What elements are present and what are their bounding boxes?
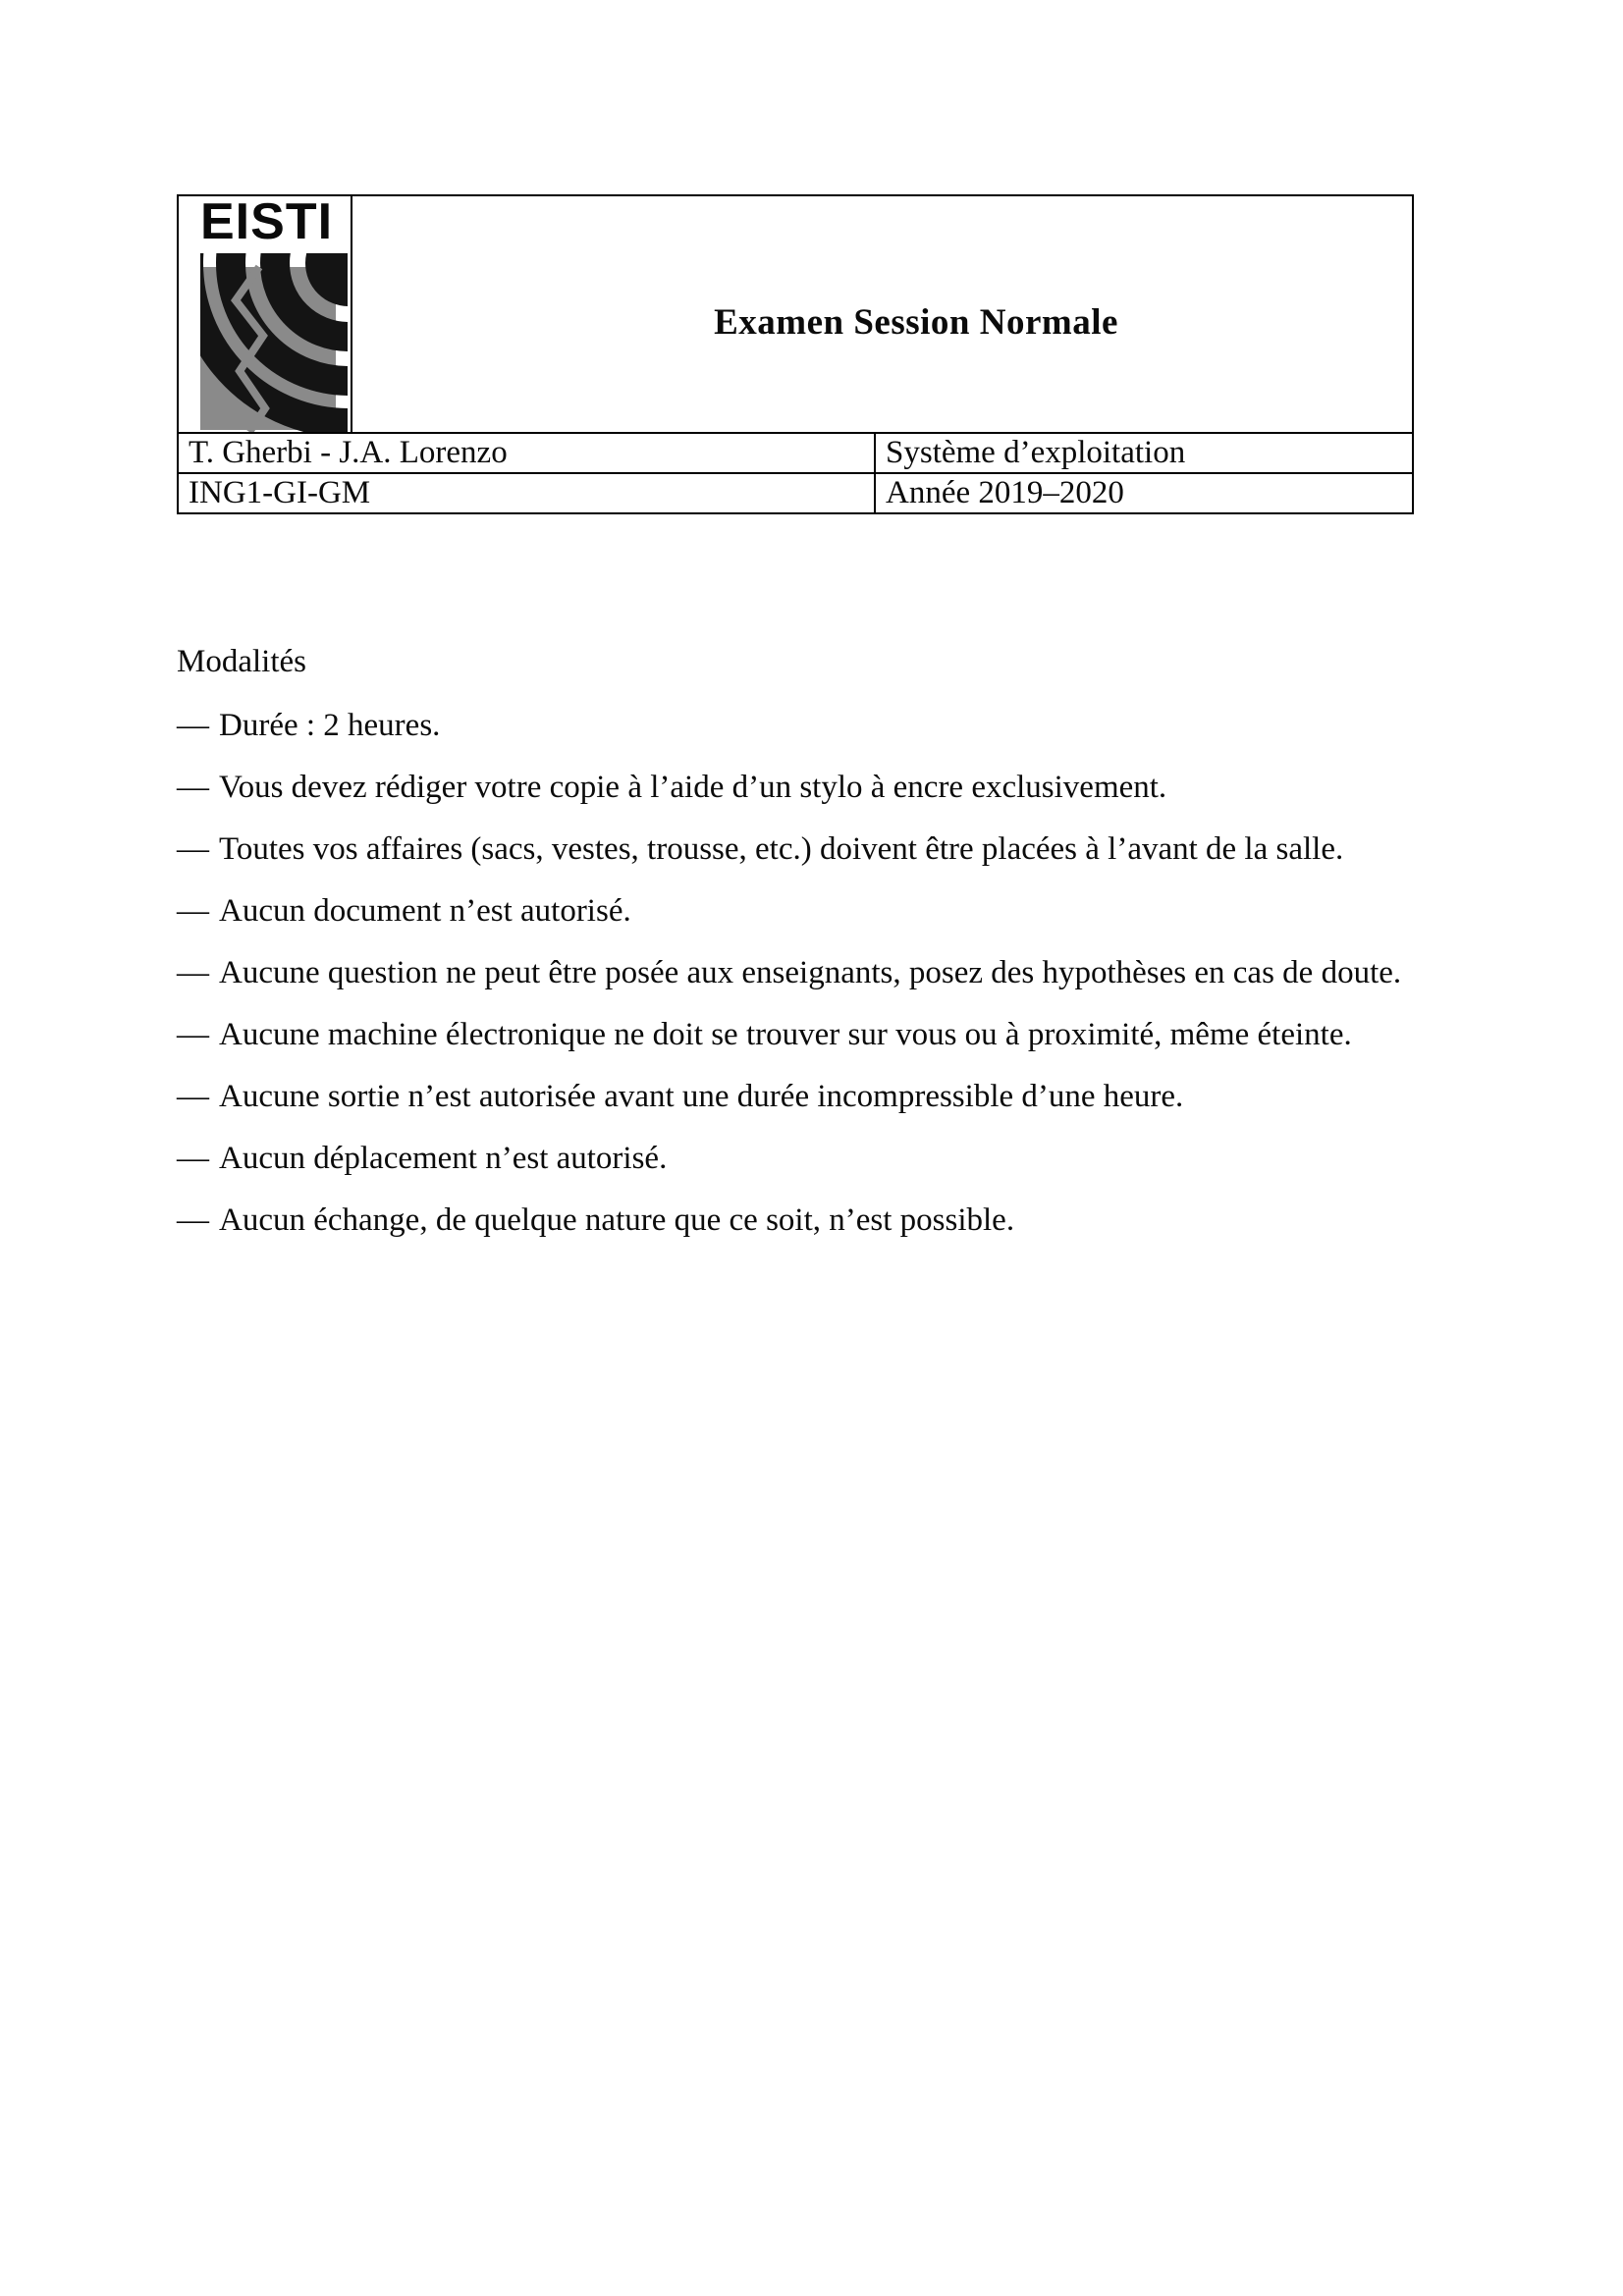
list-item bbox=[177, 953, 1446, 992]
rules-list bbox=[177, 706, 1446, 1240]
list-item bbox=[177, 1077, 1446, 1116]
dash-marker: — bbox=[177, 1079, 209, 1114]
rule-text: Vous devez rédiger votre copie à l’aide d’un stylo à encre exclusivement. bbox=[219, 770, 1167, 805]
eisti-logo-icon bbox=[200, 253, 348, 432]
header-info-table bbox=[177, 432, 1414, 514]
dash-marker: — bbox=[177, 1202, 209, 1238]
exam-title: Examen Session Normale bbox=[352, 195, 1413, 433]
list-item bbox=[177, 1139, 1446, 1178]
dash-marker: — bbox=[177, 955, 209, 990]
class-cell: ING1-GI-GM bbox=[178, 473, 875, 513]
list-item bbox=[177, 768, 1446, 807]
dash-marker: — bbox=[177, 831, 209, 867]
rule-text: Aucune machine électronique ne doit se trouver sur vous ou à proximité, même éteinte. bbox=[219, 1017, 1352, 1052]
list-item bbox=[177, 1015, 1446, 1054]
section-heading-modalites: Modalités bbox=[177, 644, 306, 679]
dash-marker: — bbox=[177, 1141, 209, 1176]
rule-text: Durée : 2 heures. bbox=[219, 708, 441, 743]
rule-text: Toutes vos affaires (sacs, vestes, trousse, etc.) doivent être placées à l’avant de la salle. bbox=[219, 831, 1344, 867]
course-cell: Système d’exploitation bbox=[875, 433, 1413, 473]
dash-marker: — bbox=[177, 893, 209, 929]
eisti-logo-wordmark: EISTI bbox=[200, 193, 334, 250]
logo-cell bbox=[178, 195, 352, 433]
list-item bbox=[177, 706, 1446, 745]
rule-text: Aucun document n’est autorisé. bbox=[219, 893, 631, 929]
rule-text: Aucune sortie n’est autorisée avant une durée incompressible d’une heure. bbox=[219, 1079, 1184, 1114]
list-item bbox=[177, 891, 1446, 931]
rule-text: Aucun échange, de quelque nature que ce soit, n’est possible. bbox=[219, 1202, 1015, 1238]
authors-cell: T. Gherbi - J.A. Lorenzo bbox=[178, 433, 875, 473]
header-title-table bbox=[177, 194, 1414, 434]
rule-text: Aucune question ne peut être posée aux enseignants, posez des hypothèses en cas de doute. bbox=[219, 955, 1402, 990]
dash-marker: — bbox=[177, 1017, 209, 1052]
list-item bbox=[177, 1201, 1446, 1240]
table-row bbox=[178, 433, 1413, 473]
dash-marker: — bbox=[177, 708, 209, 743]
list-item bbox=[177, 829, 1446, 869]
year-cell: Année 2019–2020 bbox=[875, 473, 1413, 513]
dash-marker: — bbox=[177, 770, 209, 805]
rule-text: Aucun déplacement n’est autorisé. bbox=[219, 1141, 668, 1176]
table-row bbox=[178, 473, 1413, 513]
